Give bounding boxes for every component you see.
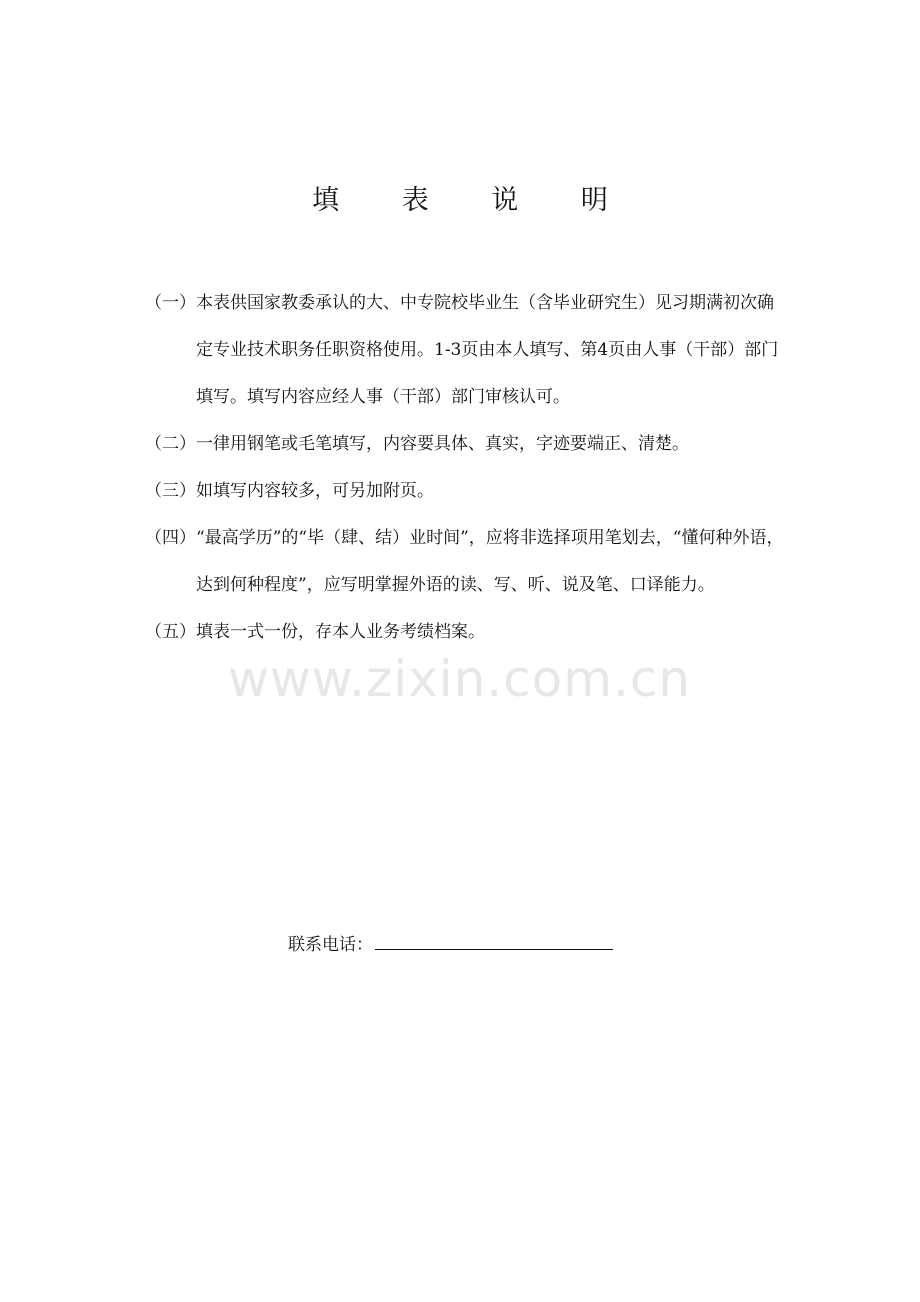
instruction-item-1 xyxy=(145,280,785,421)
instruction-number: （五） xyxy=(145,622,196,642)
instruction-text: 一律用钢笔或毛笔填写，内容要具体、真实，字迹要端正、清楚。 xyxy=(196,434,689,454)
contact-phone-field xyxy=(288,922,613,969)
contact-phone-label: 联系电话： xyxy=(288,935,373,955)
page-title: 填 表 说 明 xyxy=(312,185,635,216)
instruction-text: 本表供国家教委承认的大、中专院校毕业生（含毕业研究生）见习期满初次确定专业技术职务任职资格使用。1-3页由本人填写、第4页由人事（干部）部门填写。填写内容应经人事（干部）部门审核认可。 xyxy=(196,293,779,407)
instruction-number: （一） xyxy=(145,293,196,313)
contact-phone-blank-line[interactable] xyxy=(375,925,613,950)
instructions-list xyxy=(145,280,785,656)
instruction-item-3 xyxy=(145,468,785,515)
instruction-number: （四） xyxy=(145,528,196,548)
instruction-item-2 xyxy=(145,421,785,468)
instruction-text: 填表一式一份，存本人业务考绩档案。 xyxy=(196,622,485,642)
instruction-item-4 xyxy=(145,515,785,609)
instruction-number: （三） xyxy=(145,481,196,501)
instruction-text: 如填写内容较多，可另加附页。 xyxy=(196,481,434,501)
instruction-number: （二） xyxy=(145,434,196,454)
instruction-item-5 xyxy=(145,609,785,656)
watermark: www.zixin.com.cn xyxy=(228,650,692,708)
instruction-text: “最高学历”的“毕（肆、结）业时间”，应将非选择项用笔划去，“懂何种外语，达到何种程度”，应写明掌握外语的读、写、听、说及笔、口译能力。 xyxy=(196,528,784,595)
